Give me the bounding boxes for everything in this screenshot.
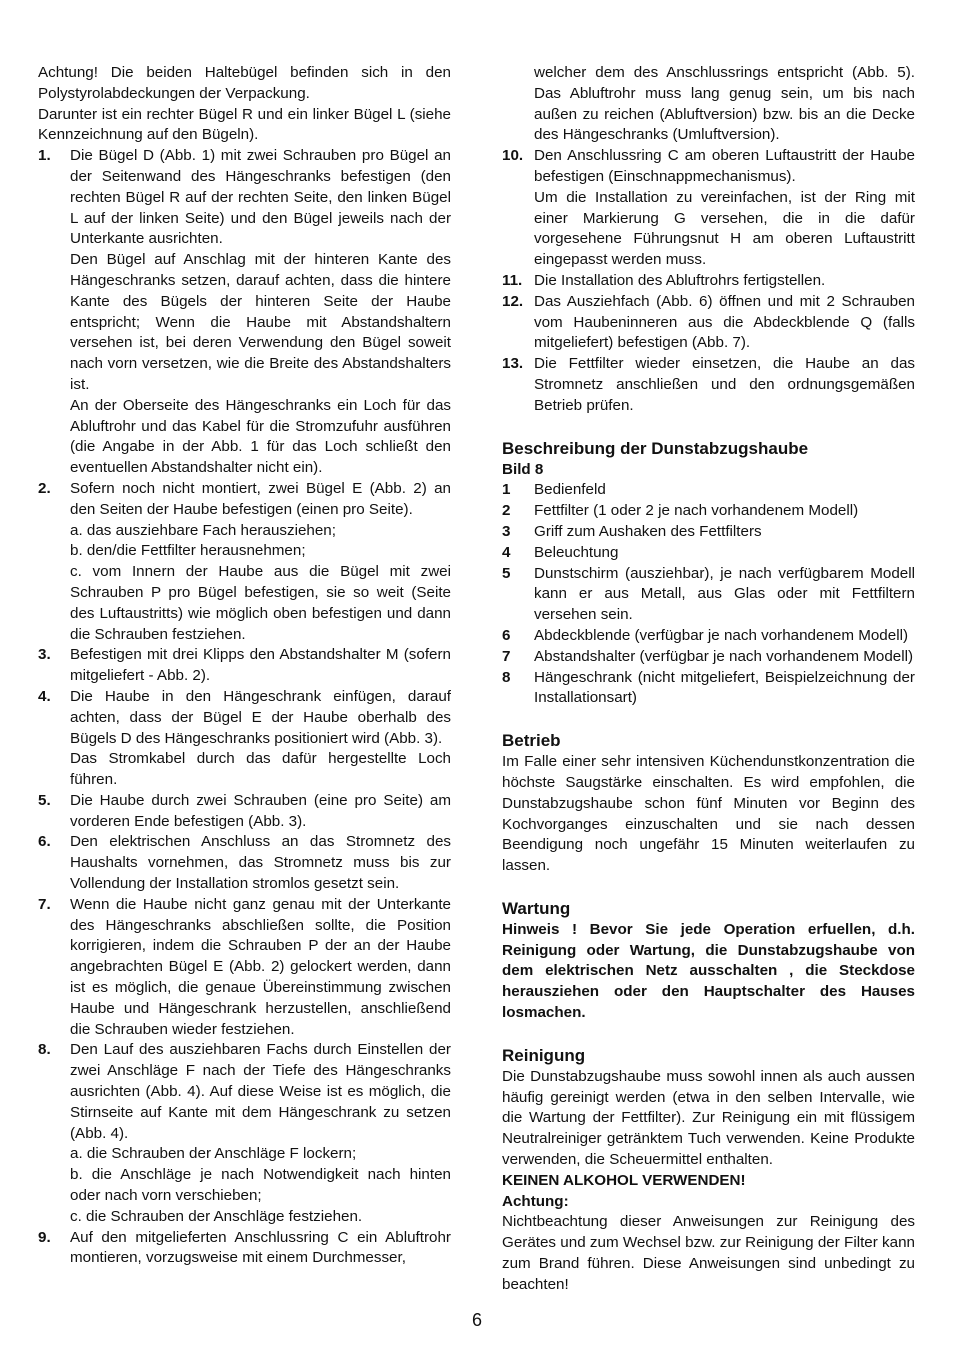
step-1 [38,146,451,479]
section-heading-reinigung: Reinigung [502,1045,586,1065]
step-text: Die Fettfilter wieder einsetzen, die Haube an das Stromnetz anschließen und den ordnungsgemäßen Betrieb prüfen. [534,355,915,414]
step-subitem: b. den/die Fettfilter herausnehmen; [70,542,306,560]
step-text: Sofern noch nicht montiert, zwei Bügel E (Abb. 2) an den Seiten der Haube befestigen (einen pro Seite). [70,479,451,518]
step-text: Das Stromkabel durch das dafür hergestellte Loch führen. [70,750,451,789]
legend-number: 4 [502,543,511,561]
achtung-label: Achtung: [502,1192,569,1210]
step-5 [38,791,451,833]
step-9 [38,1228,451,1270]
legend-number: 7 [502,647,511,665]
legend-item [502,668,915,710]
legend-text: Fettfilter (1 oder 2 je nach vorhandenem Modell) [534,502,859,520]
step-13 [502,354,915,416]
legend-item [502,626,915,647]
wartung-notice: Hinweis ! Bevor Sie jede Operation erfuellen, d.h. Reinigung oder Wartung, die Dunstabzugshaube von dem elektrischen Netz ausschalten , die Steckdose herausziehen oder den Hauptschalter des Hauses losmachen. [502,920,915,1022]
figure-reference: Bild 8 [502,460,544,478]
spacer [502,417,915,438]
betrieb-text: Im Falle einer sehr intensiven Küchendunstkonzentration die höchste Saugstärke einschalten. Es wird empfohlen, die Dunstabzugshaube schon fünf Minuten vor Beginn des Kochvorganges einzuschalten und sie nach dessen Beendigung noch ungefähr 15 Minuten weiterlaufen zu lassen. [502,753,915,875]
step-text: An der Oberseite des Hängeschranks ein Loch für das Abluftrohr und das Kabel für die Stromzufuhr ausführen (die Angabe in der Abb. 1 für das Loch schließt den eventuellen Abstandshalter nicht ein). [70,396,451,477]
step-text: Den Lauf des ausziehbaren Fachs durch Einstellen der zwei Anschläge F nach der Tiefe des Hängeschranks ausrichten (Abb. 4). Auf diese Weise ist es möglich, die Stirnseite auf Kante mit dem Hängeschrank zu setzen (Abb. 4). [70,1041,451,1142]
step-number: 5. [38,791,51,809]
step-7 [38,895,451,1041]
step-number: 10. [502,147,524,165]
step-number: 12. [502,292,524,310]
legend-text: Beleuchtung [534,543,619,561]
step-text: Den elektrischen Anschluss an das Stromnetz des Haushalts vornehmen, das Stromnetz muss bis zur Vollendung der Installation stromlos gesetzt sein. [70,833,451,893]
step-number: 3. [38,646,51,664]
step-6 [38,832,451,894]
spacer [502,877,915,898]
section-heading-beschreibung: Beschreibung der Dunstabzugshaube [502,438,809,458]
achtung-text: Nichtbeachtung dieser Anweisungen zur Reinigung des Gerätes und zum Wechsel bzw. zur Reinigung der Filter kann zum Brand führen. Diese Anweisungen sind unbedingt zu beachten! [502,1213,915,1293]
step-2 [38,479,451,645]
step-subitem: c. die Schrauben der Anschläge festziehen. [70,1207,363,1225]
step-subitem: b. die Anschläge je nach Notwendigkeit nach hinten oder nach vorn verschieben; [70,1166,451,1205]
step-subitem: c. vom Innern der Haube aus die Bügel mit zwei Schrauben P pro Bügel befestigen, sie so weit (Seite des Luftaustritts) wie möglich oben befestigen und dann die Schrauben festziehen. [70,563,451,643]
right-column [502,63,915,1296]
step-number: 7. [38,895,51,913]
legend-number: 2 [502,502,511,520]
step-text: Wenn die Haube nicht ganz genau mit der Unterkante des Hängeschranks abschließen sollte, die Position korrigieren, indem die Schrauben P der an der Haube angebrachten Bügel E (Abb. 2) gelockert werden, dann ist es möglich, die genaue Übereinstimmung zwischen Haube und Hängeschrank herzustellen, anschließend die Schrauben wieder festziehen. [70,895,451,1038]
legend-item [502,564,915,626]
legend-text: Griff zum Aushaken des Fettfilters [534,522,762,540]
legend-text: Hängeschrank (nicht mitgeliefert, Beispielzeichnung der Installationsart) [534,668,915,707]
legend-item [502,480,915,501]
step-text: Die Installation des Abluftrohrs fertigstellen. [534,271,826,289]
intro-paragraph-2: Darunter ist ein rechter Bügel R und ein linker Bügel L (siehe Kennzeichnung auf den Bügeln). [38,105,451,144]
step-4 [38,687,451,791]
alcohol-warning: KEINEN ALKOHOL VERWENDEN! [502,1171,746,1189]
legend-text: Bedienfeld [534,481,606,499]
step-number: 6. [38,833,51,851]
step-number: 8. [38,1041,51,1059]
step-text: Die Bügel D (Abb. 1) mit zwei Schrauben pro Bügel an der Seitenwand des Hängeschranks befestigen (den rechten Bügel R auf der rechten Seite, den linken Bügel L auf der linken Seite) und den Bügel jeweils nach der Unterkante ausrichten. [70,147,451,248]
step-text: Den Bügel auf Anschlag mit der hinteren Kante des Hängeschranks setzen, darauf achten, dass die hintere Kante des Bügels der hinteren Seite der Haube entspricht; Wenn die Haube mit Abstandshaltern versehen ist, bei deren Verwendung den Bügel soweit nach vorn versetzen, wie die Breite des Abstandshalters ist. [70,251,451,393]
legend-number: 8 [502,668,511,686]
step-text: Befestigen mit drei Klipps den Abstandshalter M (sofern mitgeliefert - Abb. 2). [70,646,451,685]
reinigung-text: Die Dunstabzugshaube muss sowohl innen als auch aussen häufig gereinigt werden (etwa in den selben Intervalle, wie die Wartung der Fettfilter). Zur Reinigung ein mit flüssigem Neutralreiniger getränktem Tuch verwenden. Keine Produkte verwenden, die Scheuermittel enthalten. [502,1067,915,1169]
step-text: Die Haube durch zwei Schrauben (eine pro Seite) am vorderen Ende befestigen (Abb. 3). [70,791,451,830]
legend-number: 5 [502,564,511,582]
legend-item [502,501,915,522]
step-text: Um die Installation zu vereinfachen, ist der Ring mit einer Markierung G versehen, die in die dafür vorgesehene Führungsnut H am oberen Luftaustritt eingepasst werden muss. [534,188,915,269]
legend-number: 1 [502,481,511,499]
legend-text: Abdeckblende (verfügbar je nach vorhandenem Modell) [534,626,909,644]
step-12 [502,292,915,354]
legend-number: 3 [502,522,511,540]
legend-item [502,543,915,564]
step-number: 4. [38,687,51,705]
section-heading-betrieb: Betrieb [502,731,561,751]
step-number: 13. [502,355,524,373]
spacer [502,1024,915,1045]
step-text: Den Anschlussring C am oberen Luftaustritt der Haube befestigen (Einschnappmechanismus). [534,147,915,185]
step-8 [38,1040,451,1227]
intro-paragraph-1: Achtung! Die beiden Haltebügel befinden sich in den Polystyrolabdeckungen der Verpackung. [38,64,451,102]
legend-text: Dunstschirm (ausziehbar), je nach verfügbarem Modell kann er aus Metall, aus Glas oder mit Fettfiltern versehen sein. [534,564,915,624]
step-10 [502,146,915,271]
step-text: Die Haube in den Hängeschrank einfügen, darauf achten, dass der Bügel E der Haube oberhalb des Bügels D des Hängeschranks positioniert wird (Abb. 3). [70,687,451,747]
step-11 [502,271,915,292]
legend-item [502,647,915,668]
step-subitem: a. die Schrauben der Anschläge F lockern; [70,1145,357,1163]
step-subitem: a. das ausziehbare Fach herausziehen; [70,521,336,539]
legend-item [502,522,915,543]
spacer [502,709,915,730]
step-number: 11. [502,271,523,289]
section-heading-wartung: Wartung [502,898,571,918]
legend-number: 6 [502,626,511,644]
page-number: 6 [471,1310,482,1330]
step-3 [38,645,451,687]
left-column [38,63,451,1269]
legend-list [502,480,915,709]
step-9-continuation: welcher dem des Anschlussrings entspricht (Abb. 5). Das Abluftrohr muss lang genug sein, um bis nach außen zu reichen (Abluftversion) bzw. bis an die Decke des Hängeschranks (Umluftversion). [534,64,915,144]
legend-text: Abstandshalter (verfügbar je nach vorhandenem Modell) [534,647,914,665]
step-text: Auf den mitgelieferten Anschlussring C ein Abluftrohr montieren, vorzugsweise mit einem Durchmesser, [70,1228,451,1267]
step-number: 9. [38,1228,51,1246]
step-number: 2. [38,479,51,497]
step-number: 1. [38,147,51,165]
step-text: Das Ausziehfach (Abb. 6) öffnen und mit 2 Schrauben vom Haubeninneren aus die Abdeckblende Q (falls mitgeliefert) befestigen (Abb. 7). [534,292,915,352]
